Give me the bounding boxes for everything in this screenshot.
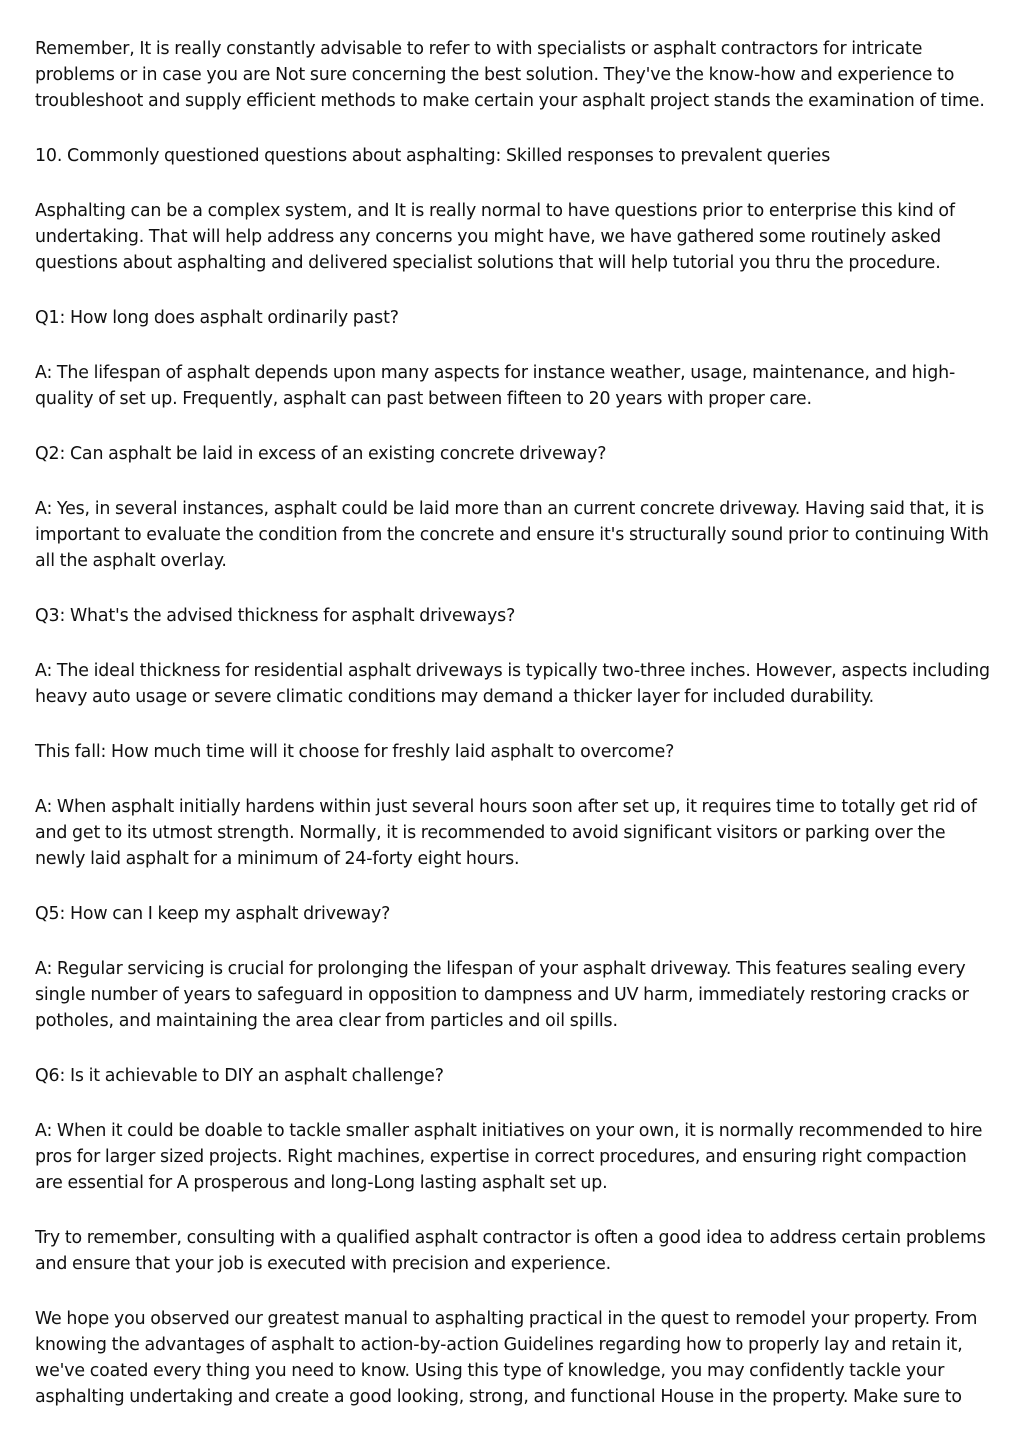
faq-answer-2: A: Yes, in several instances, asphalt could be laid more than an current concrete driveway. Having said that, it is important to evaluate the condition from the concrete and ensure it's structurally sound prior to continuing With all the asphalt overlay. [35,499,989,571]
paragraph-reminder: Try to remember, consulting with a qualified asphalt contractor is often a good idea to address certain problems and ensure that your job is executed with precision and experience. [35,1228,986,1274]
section-heading-faq: 10. Commonly questioned questions about asphalting: Skilled responses to prevalent queries [35,146,831,166]
faq-answer-4: A: When asphalt initially hardens within just several hours soon after set up, it requires time to totally get rid of and get to its utmost strength. Normally, it is recommended to avoid significant visitors or parking over the newly laid asphalt for a minimum of 24-forty eight hours. [35,797,977,869]
faq-answer-6: A: When it could be doable to tackle smaller asphalt initiatives on your own, it is normally recommended to hire pros for larger sized projects. Right machines, expertise in correct procedures, and ensuring right compaction are essential for A prosperous and long-Long lasting asphalt set up. [35,1121,983,1193]
paragraph-conclusion: We hope you observed our greatest manual to asphalting practical in the quest to remodel your property. From knowing the advantages of asphalt to action-by-action Guidelines regarding how to properly lay and retain it, we've coated every thing you need to know. Using this type of knowledge, you may confidently tackle your asphalting undertaking and create a good looking, strong, and functional House in the property. Make sure to [35,1309,978,1407]
faq-question-2: Q2: Can asphalt be laid in excess of an existing concrete driveway? [35,444,607,464]
paragraph-advice: Remember, It is really constantly advisable to refer to with specialists or asphalt contractors for intricate problems or in case you are Not sure concerning the best solution. They've the know-how and experience to troubleshoot and supply efficient methods to make certain your asphalt project stands the examination of time. [35,39,985,111]
paragraph-faq-intro: Asphalting can be a complex system, and It is really normal to have questions prior to enterprise this kind of undertaking. That will help address any concerns you might have, we have gathered some routinely asked questions about asphalting and delivered specialist solutions that will help tutorial you thru the procedure. [35,201,955,273]
faq-answer-1: A: The lifespan of asphalt depends upon many aspects for instance weather, usage, maintenance, and high-quality of set up. Frequently, asphalt can past between fifteen to 20 years with proper care. [35,363,956,409]
faq-answer-3: A: The ideal thickness for residential asphalt driveways is typically two-three inches. However, aspects including heavy auto usage or severe climatic conditions may demand a thicker layer for included durability. [35,661,990,707]
faq-answer-5: A: Regular servicing is crucial for prolonging the lifespan of your asphalt driveway. This features sealing every single number of years to safeguard in opposition to dampness and UV harm, immediately restoring cracks or potholes, and maintaining the area clear from particles and oil spills. [35,959,969,1031]
faq-question-1: Q1: How long does asphalt ordinarily past? [35,308,399,328]
faq-question-3: Q3: What's the advised thickness for asphalt driveways? [35,606,516,626]
document-body [35,36,990,1439]
faq-question-6: Q6: Is it achievable to DIY an asphalt challenge? [35,1066,444,1086]
faq-question-4: This fall: How much time will it choose for freshly laid asphalt to overcome? [35,742,675,762]
faq-question-5: Q5: How can I keep my asphalt driveway? [35,904,391,924]
